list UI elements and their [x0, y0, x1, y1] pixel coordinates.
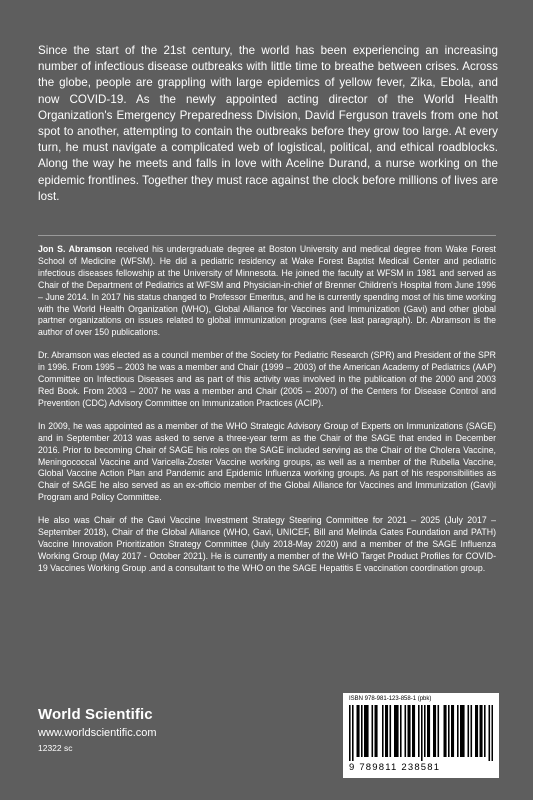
author-name: Jon S. Abramson — [38, 244, 112, 254]
isbn-label: ISBN 978-981-123-858-1 (pbk) — [349, 696, 432, 702]
synopsis-paragraph: Since the start of the 21st century, the world has been experiencing an increasing number of infectious disease outbreaks with little time to breathe between crises. Across the globe, people are grappling with large epidemics of yellow fever, Zika, Ebola, and now COVID-19. As the newly appointed acting director of the World Health Organization's Emergency Preparedness Division, David Ferguson travels from one hot spot to another, attempting to contain the outbreaks before they grow too large. At every turn, he must navigate a complicated web of logistical, political, and ethical roadblocks. Along the way he meets and falls in love with Aceline Durand, a nurse working on the epidemic frontlines. Together they must race against the clock before millions of lives are lost. — [38, 44, 498, 203]
barcode-bars — [349, 705, 493, 761]
publisher-name: World Scientific — [38, 706, 153, 723]
publisher-block — [38, 706, 157, 753]
section-divider — [38, 235, 496, 236]
barcode-digits: 9 789811 238581 — [349, 762, 441, 773]
bio-paragraph-4: He also was Chair of the Gavi Vaccine Investment Strategy Steering Committee for 2021 – 2025 (July 2017 – September 2018), Chair of the Global Alliance (WHO, Gavi, UNICEF, Bill and Melinda Gates Foundation and PATH) Vaccine Innovation Prioritization Strategy Committee (July 2018-May 2020) and a member of the SAGE Influenza Working Group (May 2017 - October 2021). He is currently a member of the WHO Target Product Profiles for COVID-19 Vaccines Working Group .and a consultant to the WHO on the SAGE Hepatitis E vaccination coordination group. — [38, 515, 496, 573]
product-code: 12322 sc — [38, 743, 73, 753]
publisher-url: www.worldscientific.com — [38, 727, 157, 739]
bio-paragraph-3: In 2009, he was appointed as a member of the WHO Strategic Advisory Group of Experts on Immunizations (SAGE) and in September 2013 was asked to serve a three-year term as the Chair of the SAGE that ended in December 2016. Prior to becoming Chair of SAGE his roles on the SAGE included serving as the Chair of the Cholera Vaccine, Meningococcal Vaccine and Varicella-Zoster Vaccine working groups, as well as a member of the Rubella Vaccine, Global Vaccine Action Plan and Pandemic and Epidemic Influenza working groups. As part of his responsibilities as Chair of SAGE he also served as an ex-officio member of the Global Alliance for Vaccines and Immunization (Gavi)i Program and Policy Committee. — [38, 420, 496, 503]
isbn-barcode — [343, 693, 499, 778]
bio-paragraph-1 — [38, 244, 496, 339]
author-biography — [38, 244, 496, 586]
bio-paragraph-1-text: received his undergraduate degree at Boston University and medical degree from Wake Forest School of Medicine (WFSM). He did a pediatric residency at Wake Forest Baptist Medical Center and pediatric infectious diseases fellowship at the University of Minnesota. He joined the faculty at WFSM in 1981 and served as Chair of the Department of Pediatrics at WFSM and Physician-in-chief of Brenner Children's Hospital from June 1996 – June 2014. In 2017 his status changed to Professor Emeritus, and he is currently spending most of his time working with the World Health Organization (WHO), Global Alliance for Vaccines and Immunization (Gavi) and other global partner organizations on issues related to global immunization programs (see last paragraph). Dr. Abramson is the author of over 150 publications. — [38, 244, 496, 338]
bio-paragraph-2: Dr. Abramson was elected as a council member of the Society for Pediatric Research (SPR) and President of the SPR in 1996. From 1995 – 2003 he was a member and Chair (1999 – 2003) of the American Academy of Pediatrics (AAP) Committee on Infectious Diseases and as part of this activity was involved in the publication of the 2000 and 2003 Red Book. From 2003 – 2007 he was a member and Chair (2005 – 2007) of the Centers for Disease Control and Prevention (CDC) Advisory Committee on Immunization Practices (ACIP). — [38, 350, 496, 408]
